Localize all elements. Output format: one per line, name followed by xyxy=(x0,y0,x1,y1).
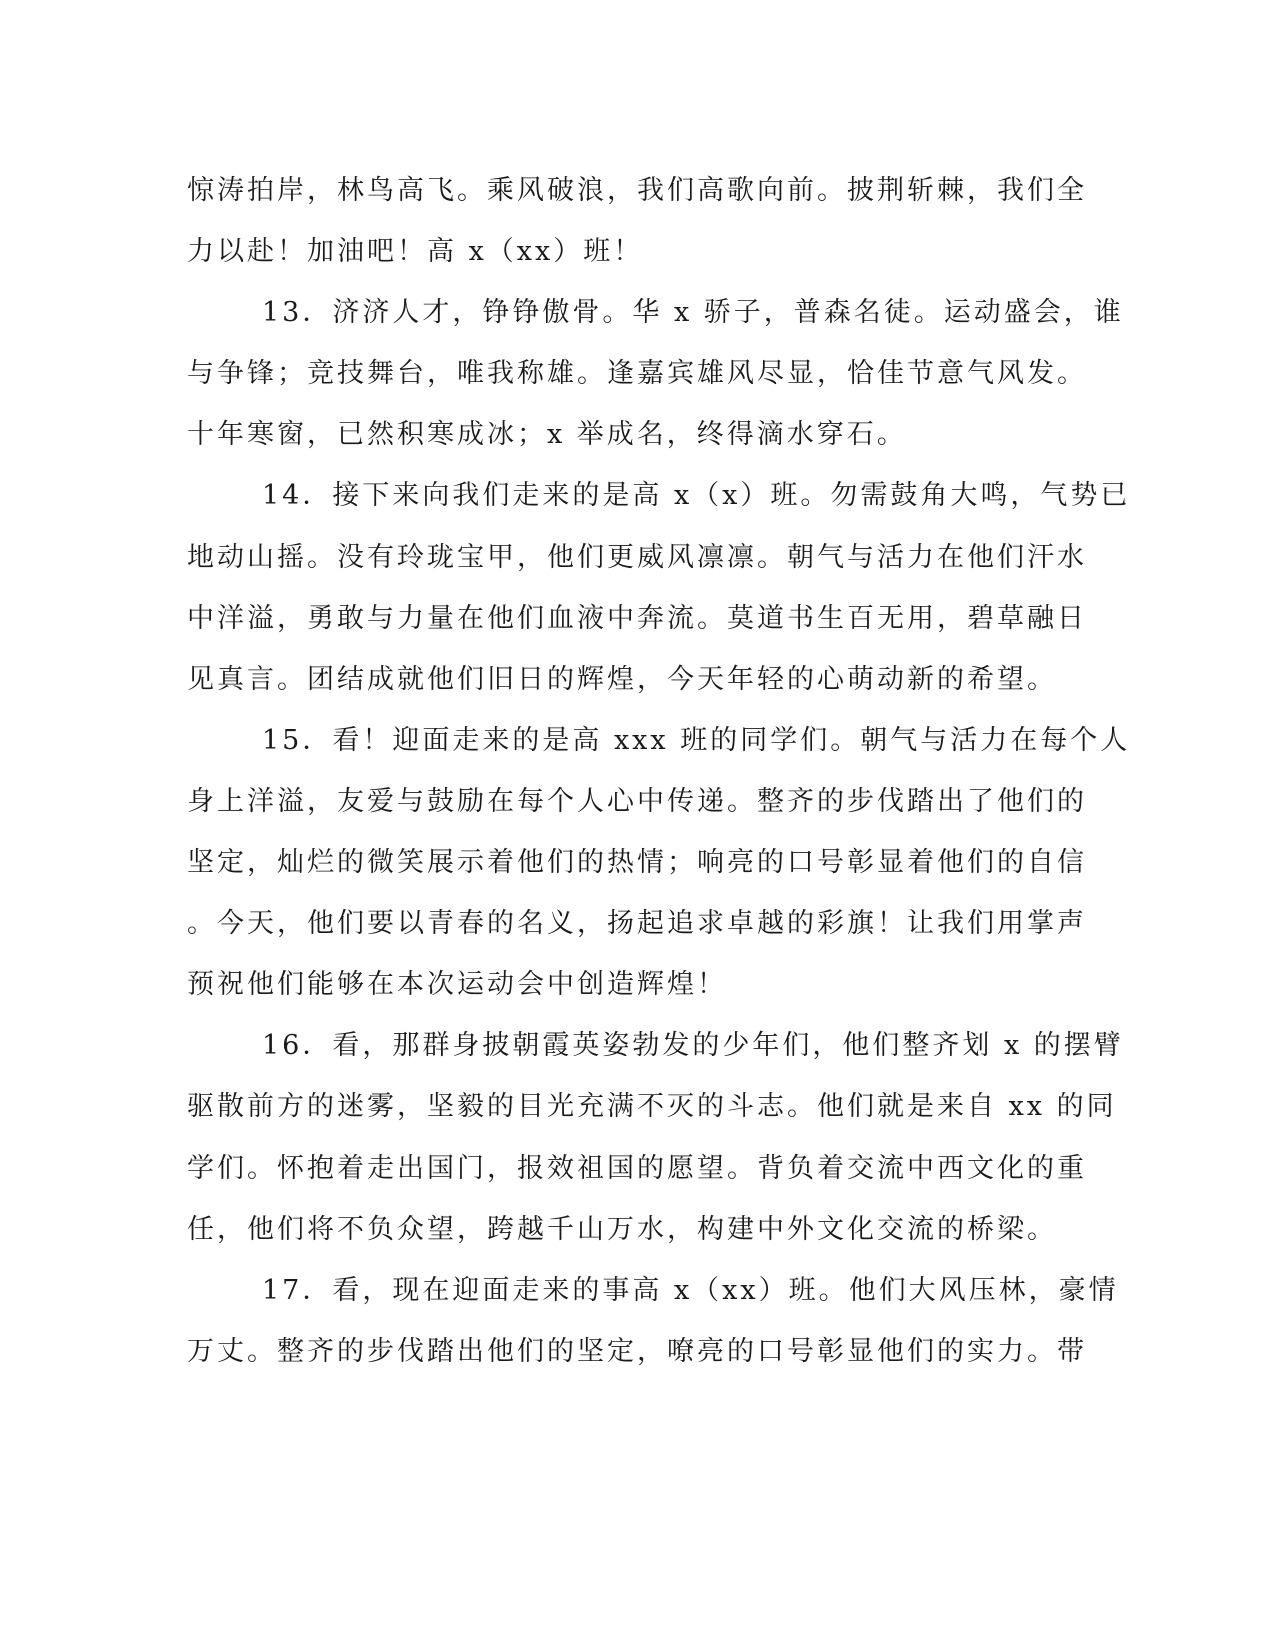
text-line: 驱散前方的迷雾，坚毅的目光充满不灭的斗志。他们就是来自 xx 的同 xyxy=(187,1091,1117,1123)
text-line: 与争锋；竞技舞台，唯我称雄。逢嘉宾雄风尽显，恰佳节意气风发。 xyxy=(187,358,1087,390)
text-line: 地动山摇。没有玲珑宝甲，他们更威风凛凛。朝气与活力在他们汗水 xyxy=(187,541,1087,573)
text-line: 。今天，他们要以青春的名义，扬起追求卓越的彩旗！让我们用掌声 xyxy=(187,908,1087,940)
text-line: 中洋溢，勇敢与力量在他们血液中奔流。莫道书生百无用，碧草融日 xyxy=(187,602,1087,634)
paragraph-16-start: 16．看，那群身披朝霞英姿勃发的少年们，他们整齐划 x 的摆臂 xyxy=(262,1030,1124,1062)
text-line: 万丈。整齐的步伐踏出他们的坚定，嘹亮的口号彰显他们的实力。带 xyxy=(187,1335,1087,1367)
paragraph-15-start: 15．看！迎面走来的是高 xxx 班的同学们。朝气与活力在每个人 xyxy=(262,724,1131,756)
paragraph-13-start: 13．济济人才，铮铮傲骨。华 x 骄子，普森名徒。运动盛会，谁 xyxy=(262,297,1124,329)
text-line: 坚定，灿烂的微笑展示着他们的热情；响亮的口号彰显着他们的自信 xyxy=(187,847,1087,879)
text-line: 见真言。团结成就他们旧日的辉煌，今天年轻的心萌动新的希望。 xyxy=(187,663,1057,695)
paragraph-17-start: 17．看，现在迎面走来的事高 x（xx）班。他们大风压林，豪情 xyxy=(262,1274,1119,1306)
text-line: 预祝他们能够在本次运动会中创造辉煌！ xyxy=(187,969,727,1001)
text-line: 学们。怀抱着走出国门，报效祖国的愿望。背负着交流中西文化的重 xyxy=(187,1152,1087,1184)
text-line: 惊涛拍岸，林鸟高飞。乘风破浪，我们高歌向前。披荆斩棘，我们全 xyxy=(187,175,1087,206)
text-line: 任，他们将不负众望，跨越千山万水，构建中外文化交流的桥梁。 xyxy=(187,1213,1057,1245)
text-line: 身上洋溢，友爱与鼓励在每个人心中传递。整齐的步伐踏出了他们的 xyxy=(187,785,1087,817)
text-line: 力以赴！加油吧！高 x（xx）班！ xyxy=(187,236,644,268)
body-text xyxy=(187,160,1131,1382)
paragraph-14-start: 14．接下来向我们走来的是高 x（x）班。勿需鼓角大鸣，气势已 xyxy=(262,480,1131,512)
text-line: 十年寒窗，已然积寒成冰；x 举成名，终得滴水穿石。 xyxy=(187,419,907,451)
